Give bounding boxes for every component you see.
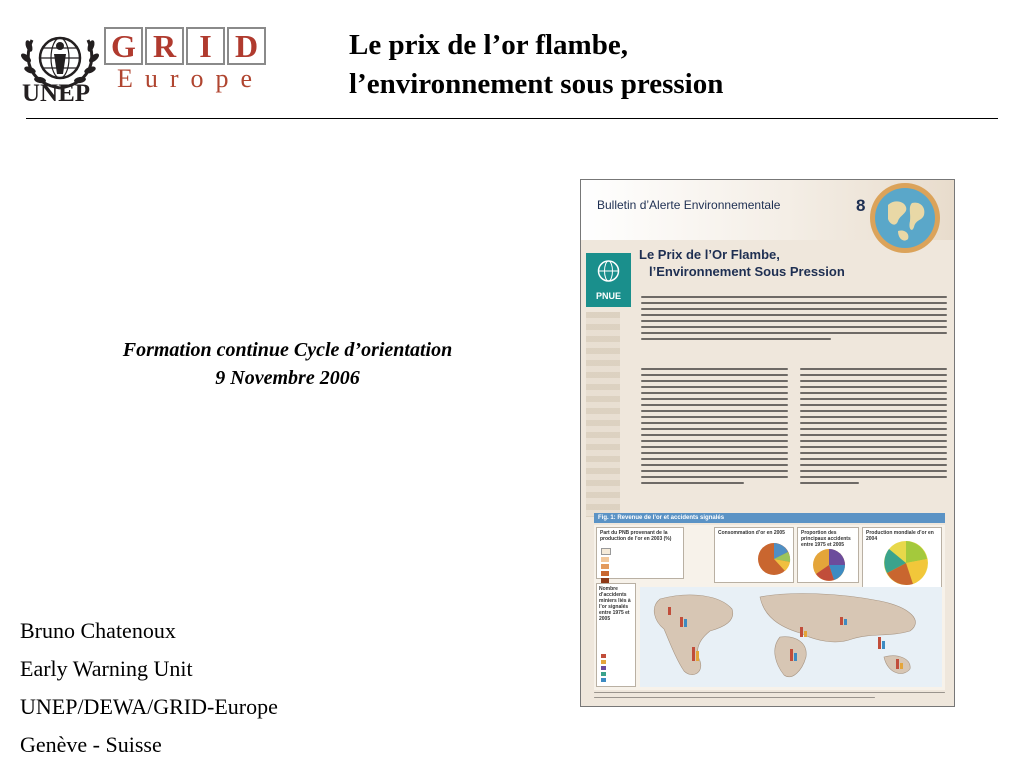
- pnue-emblem-icon: [596, 257, 621, 287]
- bulletin-name: Bulletin d’Alerte Environnementale: [597, 198, 781, 212]
- bulletin-title: [639, 246, 845, 280]
- title-line-1: Le prix de l’or flambe,: [349, 29, 628, 61]
- gdp-legend: [601, 548, 611, 583]
- bulletin-footer: [594, 692, 945, 702]
- consumption-panel: [714, 527, 794, 583]
- training-date: 9 Novembre 2006: [215, 367, 360, 389]
- author-city: Genève - Suisse: [20, 732, 162, 757]
- author-block: [20, 612, 278, 764]
- panel-2-title: Consommation d’or en 2005: [718, 530, 785, 536]
- world-map: [640, 587, 942, 687]
- title-divider: [26, 118, 998, 119]
- grid-logo: [104, 27, 266, 65]
- grid-letter: I: [186, 27, 225, 65]
- production-pie: [883, 540, 929, 586]
- grid-europe-label: Europe: [117, 64, 265, 93]
- globe-icon: [868, 181, 942, 255]
- bulletin-lead-paragraph: [641, 296, 947, 354]
- training-subtitle: [60, 336, 515, 392]
- grid-letter: D: [227, 27, 266, 65]
- title-line-2: l’environnement sous pression: [349, 68, 724, 100]
- consumption-pie: [757, 542, 791, 576]
- pnue-logo: [586, 253, 631, 307]
- author-name: Bruno Chatenoux: [20, 618, 176, 643]
- grid-letter: G: [104, 27, 143, 65]
- accident-count-panel: [596, 583, 636, 687]
- accident-type-legend: [601, 654, 606, 682]
- bulletin-body-columns: [641, 368, 947, 503]
- page-title: [349, 26, 723, 104]
- bulletin-figure: [594, 525, 945, 690]
- grid-letter: R: [145, 27, 184, 65]
- panel-5-title: Nombre d’accidents miniers liés à l’or signalés entre 1975 et 2005: [599, 586, 631, 622]
- author-unit: Early Warning Unit: [20, 656, 193, 681]
- pnue-label: PNUE: [595, 291, 621, 301]
- accidents-panel: [797, 527, 859, 583]
- bulletin-number: 8: [856, 196, 866, 215]
- training-line-1: Formation continue Cycle d’orientation: [122, 339, 453, 361]
- bulletin-title-line-1: Le Prix de l’Or Flambe,: [639, 247, 780, 262]
- bulletin-title-line-2: l’Environnement Sous Pression: [649, 264, 845, 279]
- bulletin-thumbnail: [580, 179, 955, 707]
- gdp-share-panel: [596, 527, 684, 579]
- panel-1-title: Part du PNB provenant de la production de l’or en 2003 (%): [600, 530, 672, 542]
- unep-label: UNEP: [22, 80, 91, 107]
- figure-title: Fig. 1: Revenue de l’or et accidents signalés: [594, 513, 945, 523]
- author-organization: UNEP/DEWA/GRID-Europe: [20, 694, 278, 719]
- decorative-strip: [586, 312, 620, 517]
- accidents-pie: [812, 548, 846, 582]
- panel-3-title: Proportion des principaux accidents entre 1975 et 2005: [801, 530, 851, 548]
- panel-4-title: Production mondiale d’or en 2004: [866, 530, 934, 542]
